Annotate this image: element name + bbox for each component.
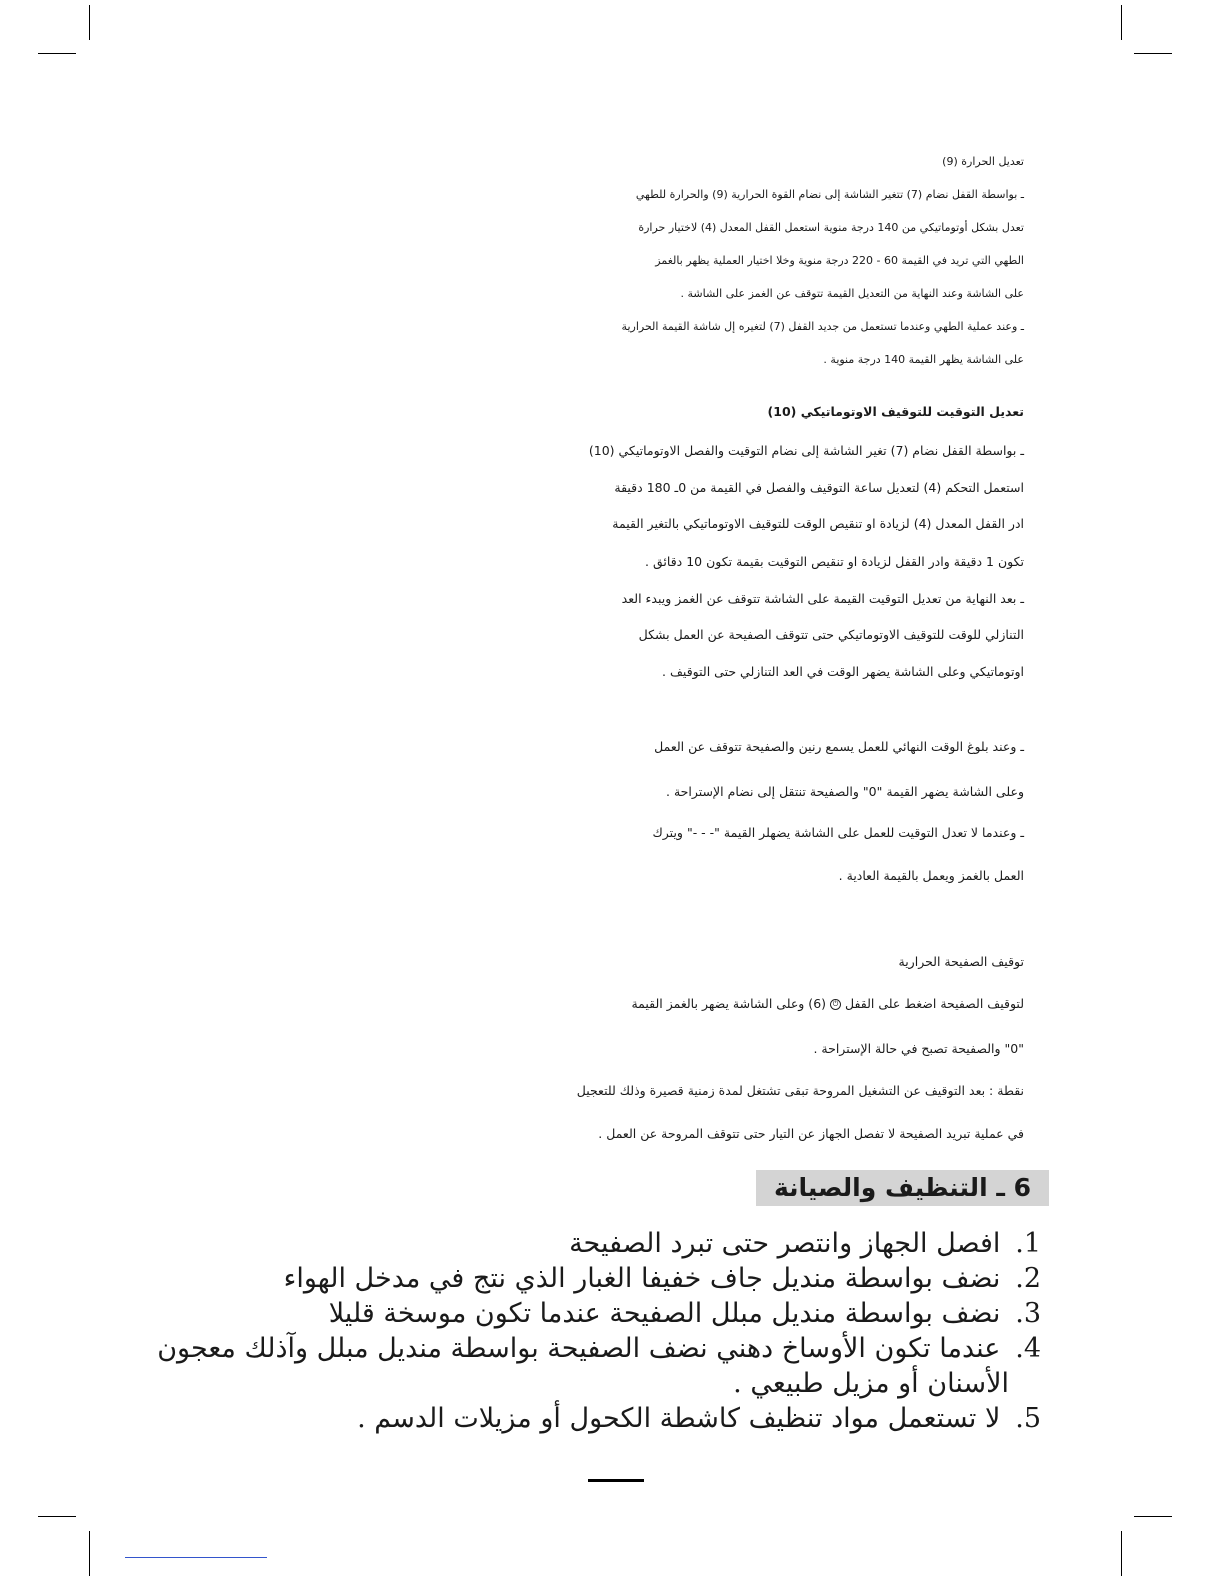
- cleaning-item-number: 3.: [1015, 1298, 1041, 1329]
- cleaning-item: [157, 1331, 1041, 1366]
- cleaning-item-number: 2.: [1015, 1263, 1041, 1294]
- crop-mark-top-right-h: [1134, 53, 1172, 54]
- cleaning-item-number: 5.: [1015, 1403, 1041, 1434]
- end-line: وعلى الشاشة يضهر القيمة "0" والصفيحة تنتقل إلى نضام الإستراحة .: [666, 784, 1024, 799]
- stop-note-line: نقطة : بعد التوقيف عن التشغيل المروحة تبقى تشتغل لمدة زمنية قصيرة وذلك للتعجيل: [576, 1083, 1024, 1098]
- end-line: ـ وعند بلوغ الوقت النهائي للعمل يسمع رنين والصفيحة تتوقف عن العمل: [654, 739, 1024, 754]
- end-line: ـ وعندما لا تعدل التوقيت للعمل على الشاشة يضهلر القيمة "- - -" ويترك: [652, 825, 1024, 840]
- timer-section: [384, 400, 1024, 690]
- timer-line: التنازلي للوقت للتوقيف الاوتوماتيكي حتى تتوقف الصفيحة عن العمل بشكل: [638, 627, 1024, 642]
- crop-mark-bottom-right-h: [1134, 1516, 1172, 1517]
- timer-line: تكون 1 دقيقة وادر القفل لزيادة او تنقيص التوقيت بقيمة تكون 10 دقائق .: [645, 554, 1024, 569]
- temperature-line: الطهي التي تريد في القيمة 60 - 220 درجة منوية وخلا اختيار العملية يظهر بالغمز: [655, 254, 1024, 267]
- temperature-line: على الشاشة يظهر القيمة 140 درجة منوية .: [823, 353, 1024, 366]
- crop-mark-bottom-right-v: [1121, 1531, 1122, 1576]
- timer-line: ـ بعد النهاية من تعديل التوقيت القيمة على الشاشة تتوقف عن الغمز ويبدء العد: [621, 591, 1024, 606]
- page-separator: [588, 1479, 644, 1482]
- stop-heading: توقيف الصفيحة الحرارية: [898, 954, 1024, 969]
- cleaning-item: [221, 1226, 1041, 1261]
- footer-link-underline: [125, 1557, 267, 1558]
- timer-line: ادر القفل المعدل (4) لزيادة او تنقيص الوقت للتوقيف الاوتوماتيكي بالتغير القيمة: [612, 516, 1024, 531]
- cleaning-item-text: عندما تكون الأوساخ دهني نضف الصفيحة بواسطة منديل مبلل وآذلك معجون: [157, 1333, 1001, 1364]
- cleaning-item-text: نضف بواسطة منديل مبلل الصفيحة عندما تكون موسخة قليلا: [328, 1298, 1001, 1329]
- timer-line: اوتوماتيكي وعلى الشاشة يضهر الوقت في العد التنازلي حتى التوقيف .: [662, 664, 1024, 679]
- cleaning-item-continuation: الأسنان أو مزيل طبيعي .: [733, 1368, 1009, 1399]
- crop-mark-top-right-v: [1121, 5, 1122, 40]
- temperature-line: تعدل بشكل أوتوماتيكي من 140 درجة منوية استعمل القفل المعدل (4) لاختيار حرارة: [638, 221, 1024, 234]
- stop-line-start: لتوقيف الصفيحة اضغط على القفل: [845, 996, 1024, 1011]
- end-line: العمل بالغمز ويعمل بالقيمة العادية .: [838, 868, 1024, 883]
- stop-line-end: (6) وعلى الشاشة يضهر بالغمز القيمة: [631, 996, 827, 1011]
- temperature-line: ـ بواسطة القفل نضام (7) تتغير الشاشة إلى نضام القوة الحرارية (9) والحرارة للطهي: [635, 188, 1024, 201]
- crop-mark-bottom-left-v: [89, 1531, 90, 1576]
- cleaning-item-number: 4.: [1015, 1333, 1041, 1364]
- cleaning-item: [221, 1261, 1041, 1296]
- cleaning-item-text: لا تستعمل مواد تنظيف كاشطة الكحول أو مزيلات الدسم .: [357, 1403, 1001, 1434]
- stop-note-line: في عملية تبريد الصفيحة لا تفصل الجهاز عن التيار حتى تتوقف المروحة عن العمل .: [598, 1126, 1024, 1141]
- stop-section: [384, 950, 1024, 1150]
- timer-line: استعمل التحكم (4) لتعديل ساعة التوقيف والفصل في القيمة من 0ـ 180 دقيقة: [614, 480, 1024, 495]
- temperature-line: ـ وعند عملية الطهي وعندما تستعمل من جديد القفل (7) لتغيره إل شاشة القيمة الحرارية: [621, 320, 1024, 333]
- cleaning-item-text: افصل الجهاز وانتصر حتى تبرد الصفيحة: [569, 1228, 1001, 1259]
- power-icon: ⏻: [830, 999, 841, 1010]
- cleaning-list: [157, 1226, 1041, 1436]
- temperature-heading: تعديل الحرارة (9): [942, 155, 1024, 168]
- cleaning-item: [221, 1296, 1041, 1331]
- cleaning-item: [221, 1401, 1041, 1436]
- temperature-line: على الشاشة وعند النهاية من التعديل القيمة تتوقف عن الغمز على الشاشة .: [680, 287, 1024, 300]
- end-section: [384, 735, 1024, 895]
- cleaning-section-title: 6 ـ التنظيف والصيانة: [756, 1170, 1049, 1206]
- cleaning-item-number: 1.: [1015, 1228, 1041, 1259]
- cleaning-item-text: نضف بواسطة منديل جاف خفيفا الغبار الذي نتج في مدخل الهواء: [283, 1263, 1001, 1294]
- stop-line-with-icon: [631, 996, 1024, 1011]
- crop-mark-bottom-left-h: [38, 1516, 76, 1517]
- timer-line: ـ بواسطة القفل نضام (7) تغير الشاشة إلى نضام التوقيت والفصل الاوتوماتيكي (10): [588, 443, 1024, 458]
- crop-mark-top-left-v: [89, 5, 90, 40]
- temperature-section: [384, 150, 1024, 380]
- crop-mark-top-left-h: [38, 53, 76, 54]
- stop-line: "0" والصفيحة تصبح في حالة الإستراحة .: [813, 1041, 1024, 1056]
- timer-heading: تعديل التوقيت للتوقيف الاوتوماتيكي (10): [767, 404, 1024, 419]
